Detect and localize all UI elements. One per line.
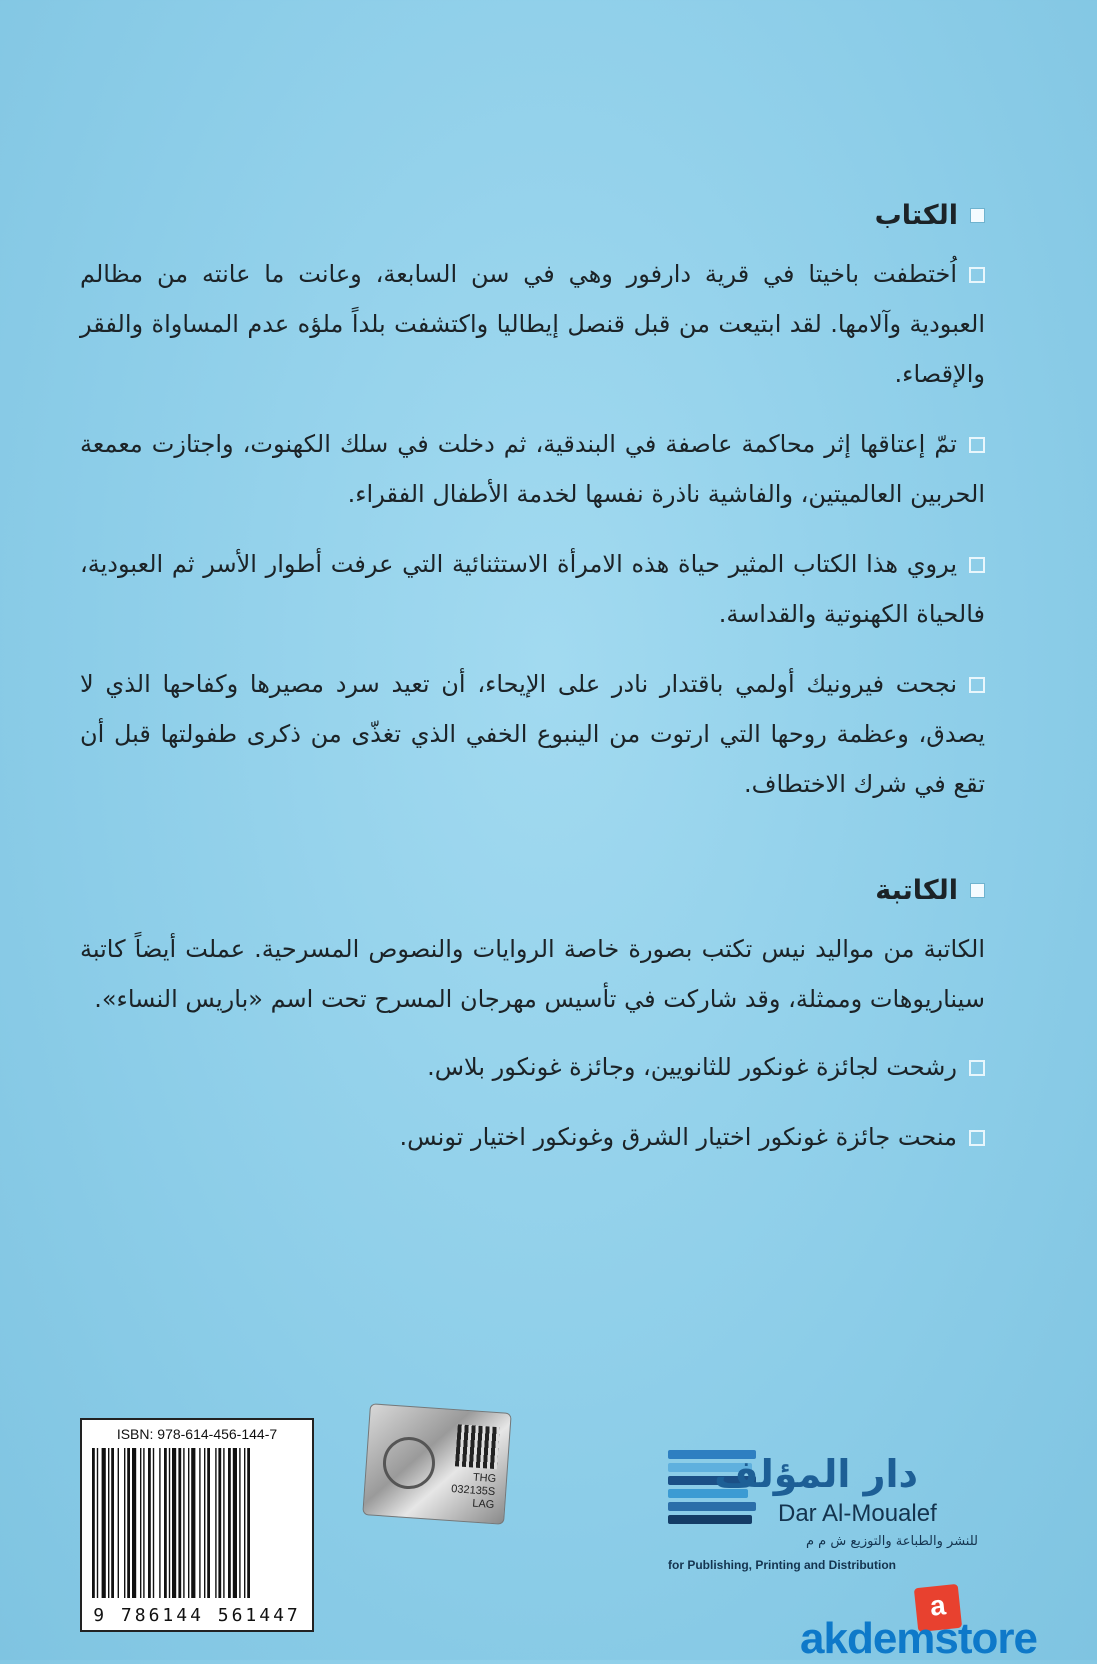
- bullet-square-icon: [969, 1130, 985, 1146]
- hologram-code: THG 032135S LAG: [450, 1471, 497, 1512]
- store-watermark: [800, 1586, 1090, 1663]
- bullet-square-icon: [969, 677, 985, 693]
- publisher-tagline-en: for Publishing, Printing and Distribution: [668, 1558, 896, 1572]
- author-item-1: رشحت لجائزة غونكور للثانويين، وجائزة غونكور بلاس.: [80, 1042, 985, 1092]
- qr-code-icon: [455, 1424, 500, 1469]
- back-cover-text: [80, 200, 985, 1182]
- shopping-bag-icon: a: [914, 1584, 962, 1632]
- publisher-name-ar: دار المؤلف: [714, 1452, 918, 1496]
- author-heading: الكاتبة: [80, 875, 985, 906]
- barcode-number: 9 786144 561447: [93, 1605, 301, 1626]
- heading-square-icon: [970, 208, 985, 223]
- bullet-square-icon: [969, 437, 985, 453]
- author-intro: الكاتبة من مواليد نيس تكتب بصورة خاصة الروايات والنصوص المسرحية. عملت أيضاً كاتبة سيناريوهات وممثلة، وقد شاركت في تأسيس مهرجان المسرح تحت اسم «باريس النساء».: [80, 935, 985, 1013]
- book-paragraph-2: تمّ إعتاقها إثر محاكمة عاصفة في البندقية، ثم دخلت في سلك الكهنوت، واجتازت معمعة الحربين العالميتين، والفاشية ناذرة نفسها لخدمة الأطفال الفقراء.: [80, 430, 985, 508]
- book-paragraph-4: نجحت فيرونيك أولمي باقتدار نادر على الإيحاء، أن تعيد سرد مصيرها وكفاحها الذي لا يصدق، وعظمة روحها التي ارتوت من الينبوع الخفي الذي تغذّى من ذكرى طفولتها قبل أن تقع في شرك الاختطاف.: [80, 670, 985, 798]
- hologram-seal-icon: [381, 1435, 437, 1491]
- heading-square-icon: [970, 883, 985, 898]
- book-heading: الكتاب: [80, 200, 985, 231]
- publisher-logo: [668, 1450, 988, 1580]
- bullet-square-icon: [969, 267, 985, 283]
- bullet-square-icon: [969, 1060, 985, 1076]
- publisher-name-en: Dar Al-Moualef: [778, 1500, 937, 1527]
- isbn-barcode: [80, 1418, 314, 1632]
- book-paragraph-1: اُختطفت باخيتا في قرية دارفور وهي في سن السابعة، وعانت ما عانته من مظالم العبودية وآلامها. لقد ابتيعت من قبل قنصل إيطاليا واكتشفت بلداً ملؤه عدم المساواة والفقر والإقصاء.: [80, 260, 985, 388]
- isbn-label: ISBN: 978-614-456-144-7: [116, 1426, 278, 1442]
- book-paragraph-3: يروي هذا الكتاب المثير حياة هذه الامرأة الاستثنائية التي عرفت أطوار الأسر ثم العبودية، فالحياة الكهنوتية والقداسة.: [80, 550, 985, 628]
- security-hologram: [362, 1403, 511, 1525]
- store-name: akdemstore: [800, 1614, 1038, 1663]
- author-item-2: منحت جائزة غونكور اختيار الشرق وغونكور اختيار تونس.: [80, 1112, 985, 1162]
- barcode-bars: [92, 1448, 304, 1598]
- bullet-square-icon: [969, 557, 985, 573]
- publisher-tagline-ar: للنشر والطباعة والتوزيع ش م م: [805, 1534, 978, 1549]
